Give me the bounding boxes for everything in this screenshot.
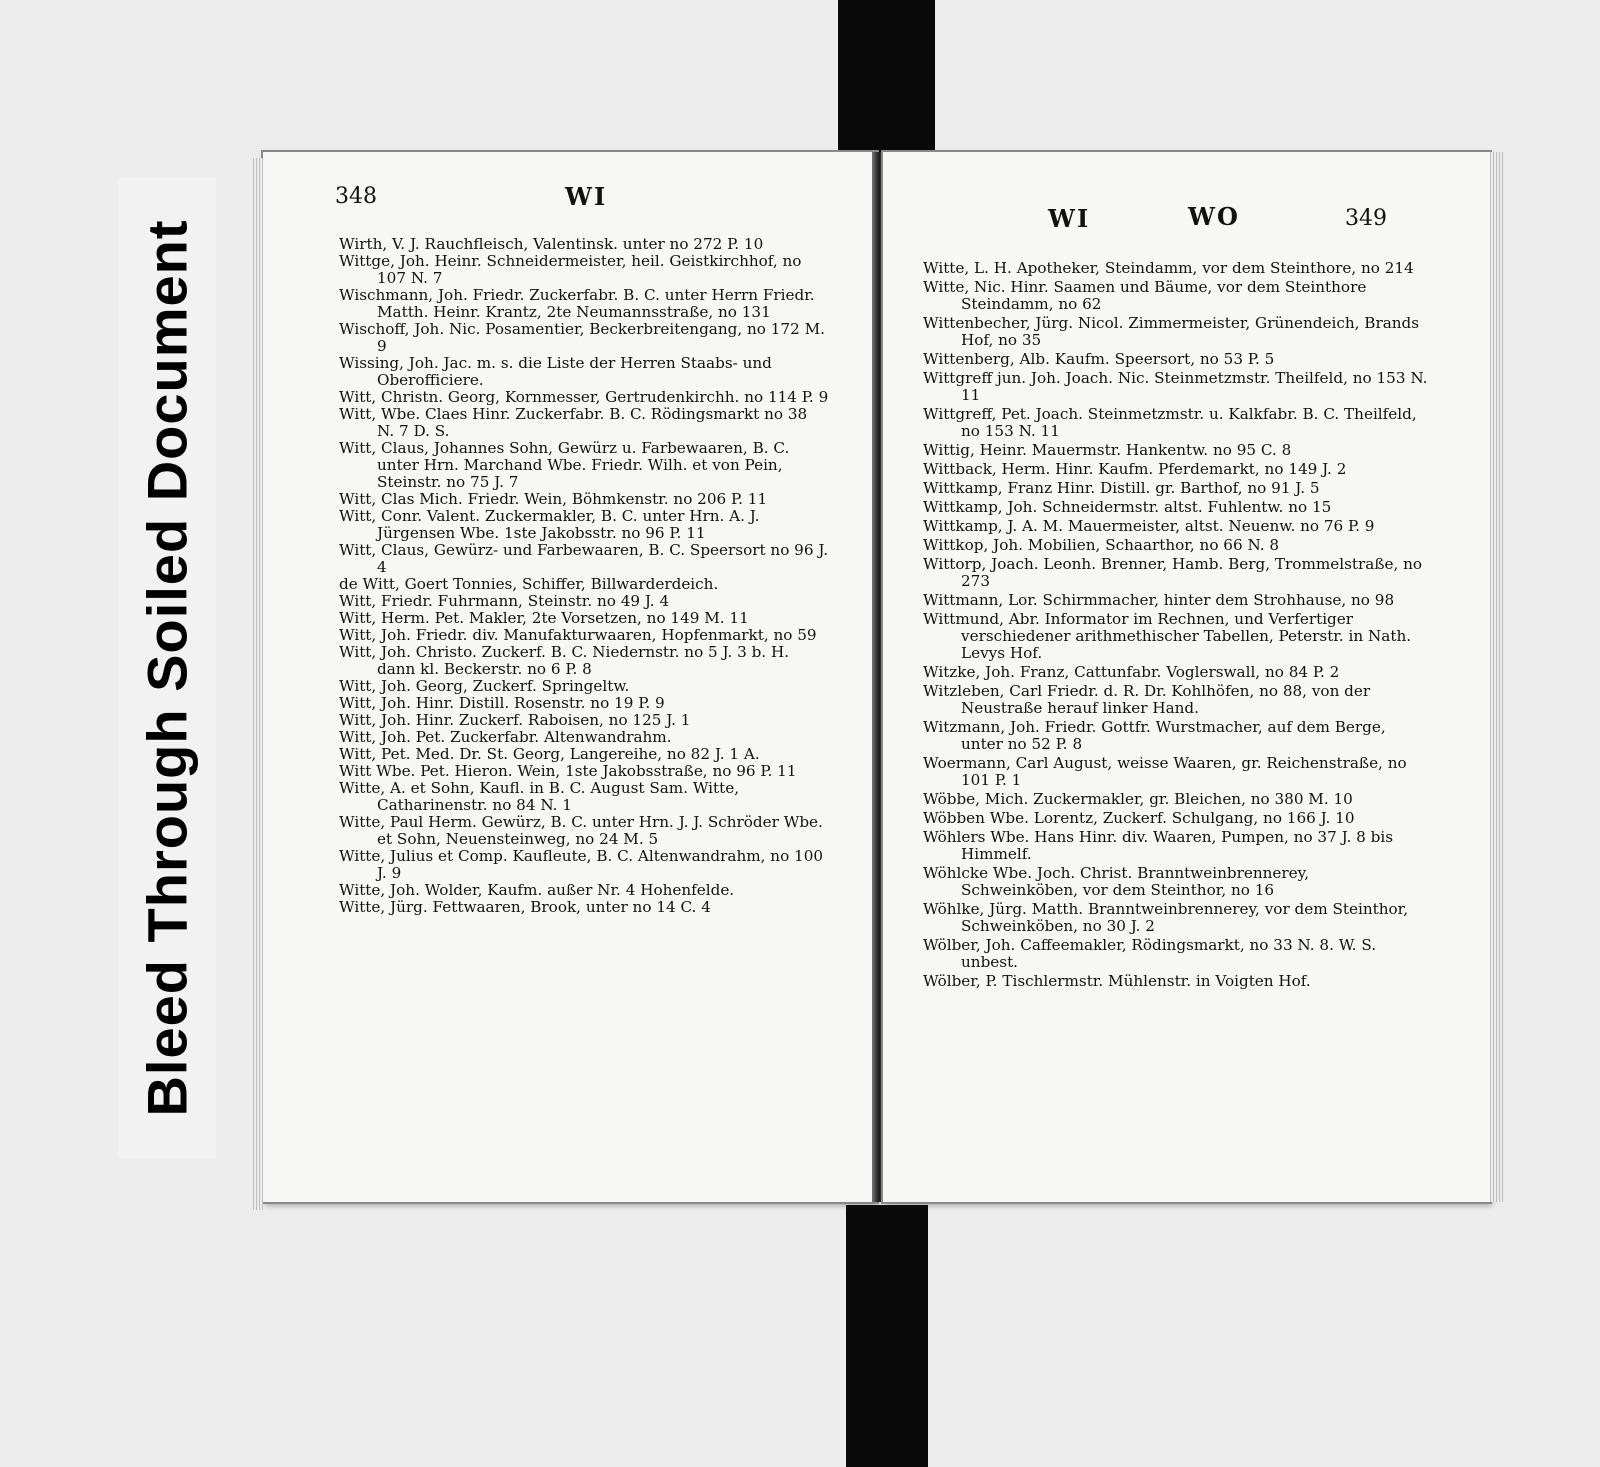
directory-entry: Witte, Joh. Wolder, Kaufm. außer Nr. 4 Hohenfelde.	[339, 881, 735, 899]
directory-entry: Witte, L. H. Apotheker, Steindamm, vor dem Steinthore, no 214	[923, 259, 1414, 277]
directory-entry: Witt, Wbe. Claes Hinr. Zuckerfabr. B. C. Rödingsmarkt no 38 N. 7 D. S.	[339, 405, 808, 440]
directory-entry: Wölber, Joh. Caffeemakler, Rödingsmarkt, no 33 N. 8. W. S. unbest.	[923, 936, 1377, 971]
directory-entry: Wittorp, Joach. Leonh. Brenner, Hamb. Berg, Trommelstraße, no 273	[923, 555, 1423, 590]
directory-entry: Wittenbecher, Jürg. Nicol. Zimmermeister, Grünendeich, Brands Hof, no 35	[923, 314, 1420, 349]
directory-entry: Wischmann, Joh. Friedr. Zuckerfabr. B. C. unter Herrn Friedr. Matth. Heinr. Krantz, 2te Neumannsstraße, no 131	[339, 286, 815, 321]
running-header-left: WI	[565, 182, 608, 211]
directory-entry: Witt, Joh. Hinr. Zuckerf. Raboisen, no 125 J. 1	[339, 711, 691, 729]
directory-entry: Witt, Joh. Pet. Zuckerfabr. Altenwandrahm.	[339, 728, 672, 746]
directory-entry: Witt, Christn. Georg, Kornmesser, Gertrudenkirchh. no 114 P. 9	[339, 388, 829, 406]
directory-entry: Witte, Paul Herm. Gewürz, B. C. unter Hrn. J. J. Schröder Wbe. et Sohn, Neuensteinweg, no 24 M. 5	[339, 813, 823, 848]
directory-entry: Witt, Clas Mich. Friedr. Wein, Böhmkenstr. no 206 P. 11	[339, 490, 768, 508]
condition-label	[118, 178, 216, 1158]
binding-strap-bottom	[846, 1205, 928, 1467]
directory-entry: Wittkop, Joh. Mobilien, Schaarthor, no 66 N. 8	[923, 536, 1280, 554]
directory-entry: Wöhlke, Jürg. Matth. Branntweinbrennerey, vor dem Steinthor, Schweinköben, no 30 J. 2	[923, 900, 1409, 935]
directory-entry: Woermann, Carl August, weisse Waaren, gr. Reichenstraße, no 101 P. 1	[923, 754, 1407, 789]
directory-entry: Wöhlcke Wbe. Joch. Christ. Branntweinbrennerey, Schweinköben, vor dem Steinthor, no 16	[923, 864, 1310, 899]
directory-entry: Witt, Conr. Valent. Zuckermakler, B. C. unter Hrn. A. J. Jürgensen Wbe. 1ste Jakobsstr. no 96 P. 11	[339, 507, 760, 542]
directory-entry: Wöbben Wbe. Lorentz, Zuckerf. Schulgang, no 166 J. 10	[923, 809, 1355, 827]
directory-entry: Wittkamp, Franz Hinr. Distill. gr. Barthof, no 91 J. 5	[923, 479, 1320, 497]
directory-entry: Witte, A. et Sohn, Kaufl. in B. C. August Sam. Witte, Catharinenstr. no 84 N. 1	[339, 779, 740, 814]
left-page	[263, 152, 877, 1202]
directory-entry: Witte, Julius et Comp. Kaufleute, B. C. Altenwandrahm, no 100 J. 9	[339, 847, 824, 882]
directory-entry: Witt Wbe. Pet. Hieron. Wein, 1ste Jakobsstraße, no 96 P. 11	[339, 762, 797, 780]
directory-entry: Wittge, Joh. Heinr. Schneidermeister, heil. Geistkirchhof, no 107 N. 7	[339, 252, 802, 287]
directory-entry: Wittenberg, Alb. Kaufm. Speersort, no 53 P. 5	[923, 350, 1275, 368]
running-header-right-wi: WI	[1048, 204, 1091, 233]
directory-entry: Wittback, Herm. Hinr. Kaufm. Pferdemarkt, no 149 J. 2	[923, 460, 1347, 478]
directory-entry: Wittmund, Abr. Informator im Rechnen, und Verfertiger verschiedener arithmethischer Tabellen, Peterstr. in Nath. Levys Hof.	[923, 610, 1412, 662]
directory-entry: Witte, Jürg. Fettwaaren, Brook, unter no 14 C. 4	[339, 898, 711, 916]
directory-entry: Witt, Joh. Christo. Zuckerf. B. C. Niedernstr. no 5 J. 3 b. H. dann kl. Beckerstr. no 6 P. 8	[339, 643, 790, 678]
directory-entry: Wittkamp, Joh. Schneidermstr. altst. Fuhlentw. no 15	[923, 498, 1332, 516]
directory-entry: Wittgreff jun. Joh. Joach. Nic. Steinmetzmstr. Theilfeld, no 153 N. 11	[923, 369, 1428, 404]
directory-entry: Wölber, P. Tischlermstr. Mühlenstr. in Voigten Hof.	[923, 972, 1311, 990]
page-number-right: 349	[1345, 206, 1387, 231]
directory-entry: Wittig, Heinr. Mauermstr. Hankentw. no 95 C. 8	[923, 441, 1292, 459]
directory-entry: Wirth, V. J. Rauchfleisch, Valentinsk. unter no 272 P. 10	[339, 235, 764, 253]
directory-entry: Wissing, Joh. Jac. m. s. die Liste der Herren Staabs- und Oberofficiere.	[339, 354, 772, 389]
directory-entries-right	[923, 260, 1428, 992]
page-number-left: 348	[335, 184, 377, 209]
directory-entry: Witt, Claus, Johannes Sohn, Gewürz u. Farbewaaren, B. C. unter Hrn. Marchand Wbe. Friedr. Wilh. et von Pein, Steinstr. no 75 J. 7	[339, 439, 790, 491]
running-header-right-wo: WO	[1188, 202, 1240, 231]
directory-entry: Wischoff, Joh. Nic. Posamentier, Beckerbreitengang, no 172 M. 9	[339, 320, 825, 355]
condition-label-text: Bleed Through Soiled Document	[135, 219, 199, 1117]
directory-entry: Witt, Joh. Friedr. div. Manufakturwaaren, Hopfenmarkt, no 59	[339, 626, 817, 644]
directory-entry: Witt, Joh. Georg, Zuckerf. Springeltw.	[339, 677, 630, 695]
directory-entry: Witzmann, Joh. Friedr. Gottfr. Wurstmacher, auf dem Berge, unter no 52 P. 8	[923, 718, 1386, 753]
directory-entry: Wöhlers Wbe. Hans Hinr. div. Waaren, Pumpen, no 37 J. 8 bis Himmelf.	[923, 828, 1394, 863]
binding-strap-top	[838, 0, 935, 168]
directory-entry: Wöbbe, Mich. Zuckermakler, gr. Bleichen, no 380 M. 10	[923, 790, 1353, 808]
right-page	[883, 152, 1490, 1202]
directory-entry: de Witt, Goert Tonnies, Schiffer, Billwarderdeich.	[339, 575, 719, 593]
directory-entry: Witzke, Joh. Franz, Cattunfabr. Voglerswall, no 84 P. 2	[923, 663, 1340, 681]
directory-entry: Witt, Pet. Med. Dr. St. Georg, Langereihe, no 82 J. 1 A.	[339, 745, 760, 763]
directory-entry: Witt, Claus, Gewürz- und Farbewaaren, B. C. Speersort no 96 J. 4	[339, 541, 829, 576]
directory-entry: Witt, Joh. Hinr. Distill. Rosenstr. no 19 P. 9	[339, 694, 665, 712]
directory-entry: Wittkamp, J. A. M. Mauermeister, altst. Neuenw. no 76 P. 9	[923, 517, 1375, 535]
directory-entry: Wittgreff, Pet. Joach. Steinmetzmstr. u. Kalkfabr. B. C. Theilfeld, no 153 N. 11	[923, 405, 1417, 440]
directory-entry: Witzleben, Carl Friedr. d. R. Dr. Kohlhöfen, no 88, von der Neustraße herauf linker Hand.	[923, 682, 1371, 717]
directory-entry: Witte, Nic. Hinr. Saamen und Bäume, vor dem Steinthore Steindamm, no 62	[923, 278, 1367, 313]
directory-entry: Witt, Friedr. Fuhrmann, Steinstr. no 49 J. 4	[339, 592, 670, 610]
directory-entry: Wittmann, Lor. Schirmmacher, hinter dem Strohhause, no 98	[923, 591, 1395, 609]
directory-entries-left	[339, 236, 829, 916]
directory-entry: Witt, Herm. Pet. Makler, 2te Vorsetzen, no 149 M. 11	[339, 609, 749, 627]
